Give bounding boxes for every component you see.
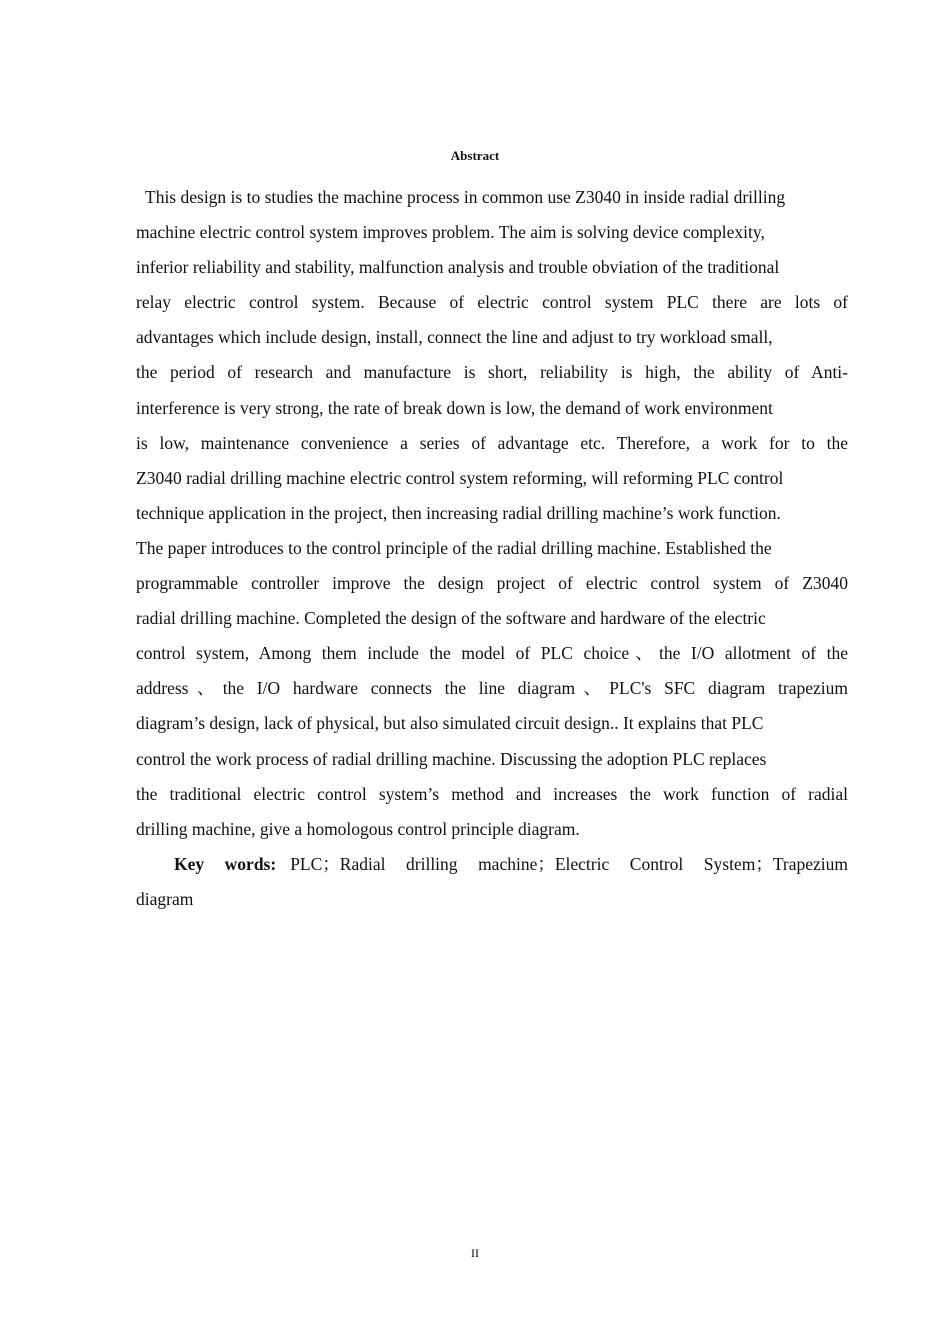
keywords-continuation: diagram <box>136 888 194 909</box>
abstract-line: relay electric control system. Because of electric control system PLC there are lots of <box>136 292 848 313</box>
abstract-body <box>136 180 848 917</box>
abstract-line: This design is to studies the machine process in common use Z3040 in inside radial drilling <box>145 187 786 207</box>
abstract-line: Z3040 radial drilling machine electric control system reforming, will reforming PLC control <box>136 467 784 488</box>
abstract-line: diagram’s design, lack of physical, but also simulated circuit design.. It explains that PLC <box>136 713 764 734</box>
abstract-line: is low, maintenance convenience a series of advantage etc. Therefore, a work for to the <box>136 432 848 453</box>
abstract-line: control the work process of radial drilling machine. Discussing the adoption PLC replaces <box>136 748 767 769</box>
keywords-label: Key words: <box>174 853 277 874</box>
abstract-line: technique application in the project, then increasing radial drilling machine’s work function. <box>136 502 781 523</box>
keywords-text: PLC；Radial drilling machine；Electric Control System；Trapezium <box>290 853 849 874</box>
abstract-line: radial drilling machine. Completed the design of the software and hardware of the electric <box>136 608 766 629</box>
keywords-line <box>136 847 848 882</box>
abstract-line: drilling machine, give a homologous control principle diagram. <box>136 818 580 839</box>
page-number: II <box>471 1246 479 1260</box>
abstract-line: advantages which include design, install, connect the line and adjust to try workload small, <box>136 327 773 348</box>
abstract-line: address、the I/O hardware connects the line diagram、PLC's SFC diagram trapezium <box>136 678 848 699</box>
abstract-line: machine electric control system improves problem. The aim is solving device complexity, <box>136 222 765 243</box>
abstract-line: control system, Among them include the model of PLC choice、the I/O allotment of the <box>136 643 848 664</box>
abstract-line: the traditional electric control system’s method and increases the work function of radial <box>136 783 848 804</box>
abstract-line: The paper introduces to the control principle of the radial drilling machine. Established the <box>136 537 772 558</box>
abstract-line: inferior reliability and stability, malfunction analysis and trouble obviation of the traditional <box>136 257 780 278</box>
abstract-title: Abstract <box>450 148 500 163</box>
abstract-line: the period of research and manufacture is short, reliability is high, the ability of Anti- <box>136 362 848 383</box>
abstract-line: interference is very strong, the rate of break down is low, the demand of work environment <box>136 397 773 418</box>
abstract-line: programmable controller improve the design project of electric control system of Z3040 <box>136 573 848 594</box>
